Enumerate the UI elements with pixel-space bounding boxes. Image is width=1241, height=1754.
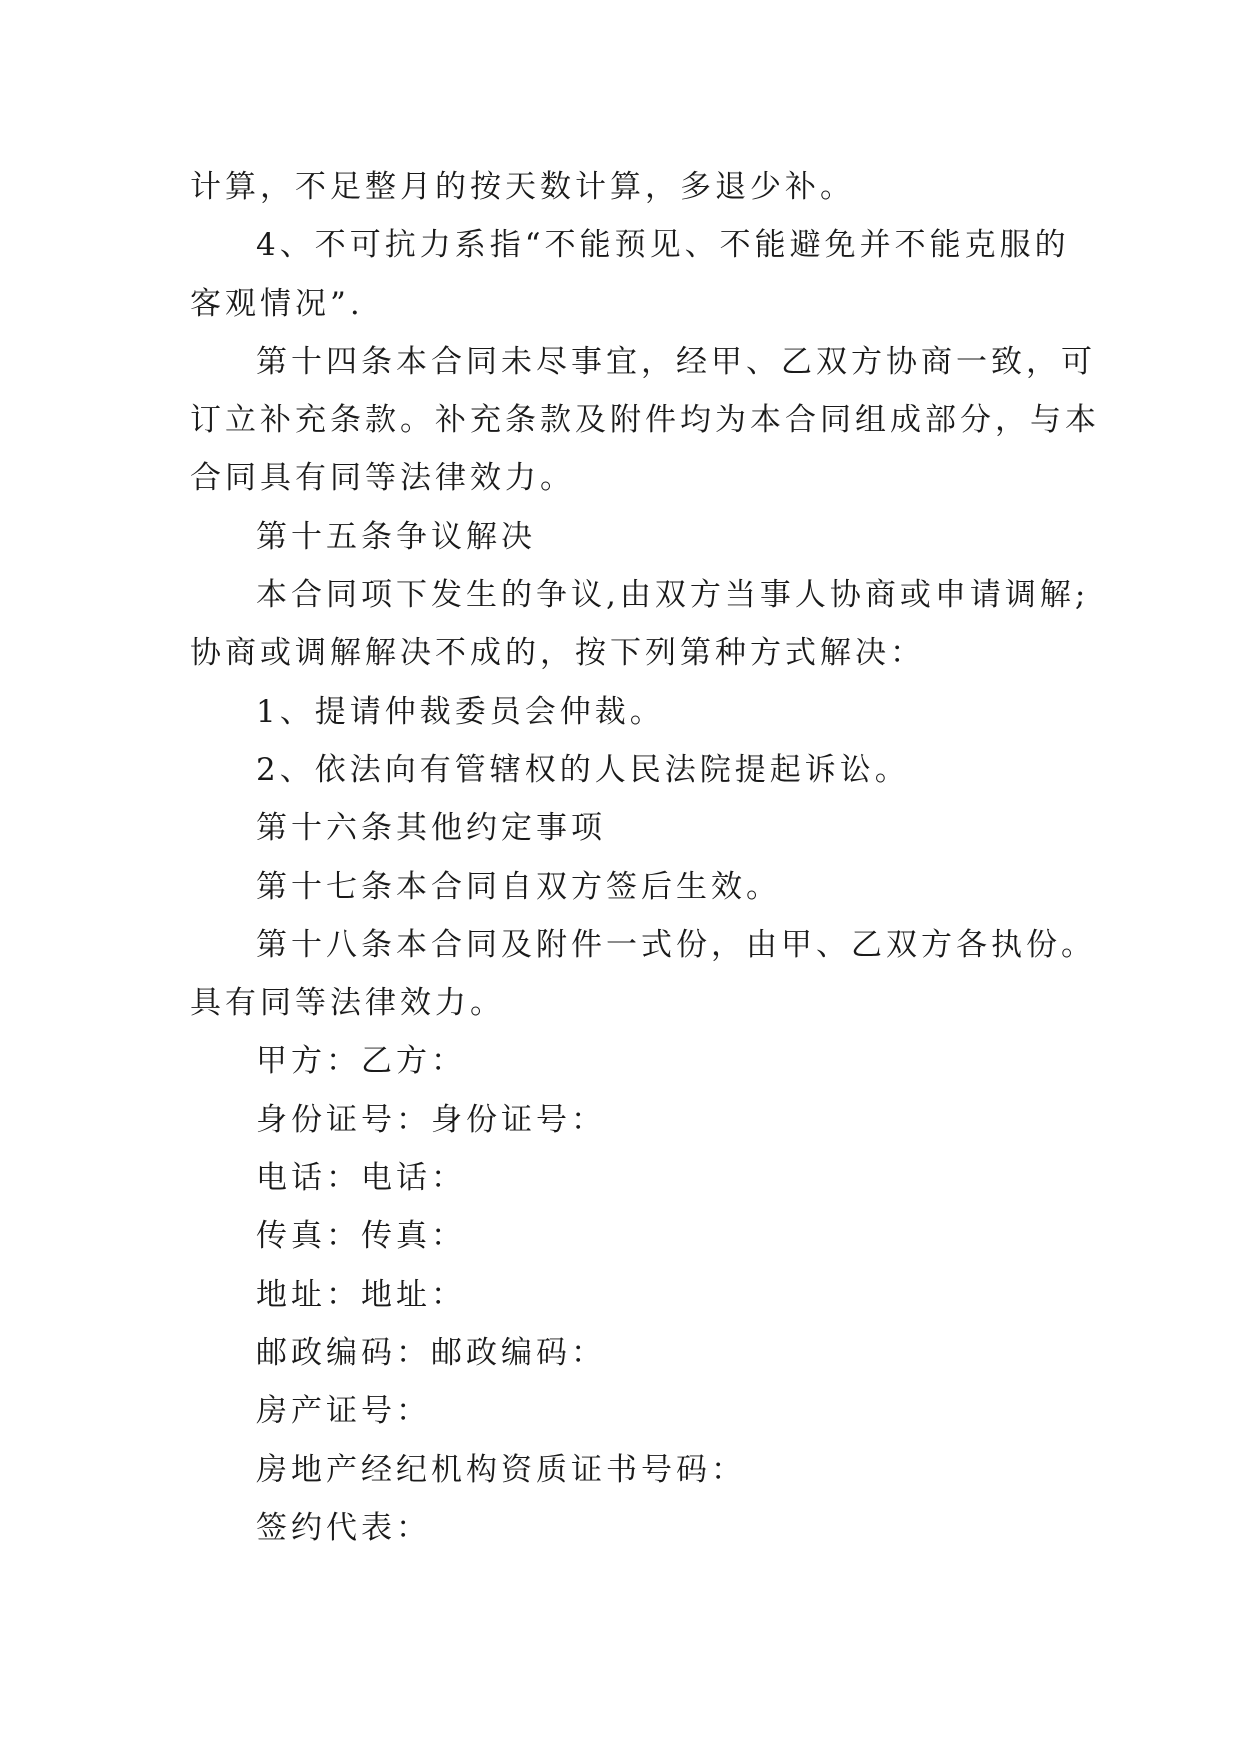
signature-field: 甲方：乙方： xyxy=(256,1043,466,1080)
text-line: 4、不可抗力系指“不能预见、不能避免并不能克服的 xyxy=(256,227,1070,264)
list-item: 2、依法向有管辖权的人民法院提起诉讼。 xyxy=(256,751,910,788)
section-heading: 第十五条争议解决 xyxy=(256,518,536,555)
document-body xyxy=(190,158,1100,1557)
signature-field: 签约代表： xyxy=(256,1509,431,1546)
signature-field: 地址：地址： xyxy=(256,1276,466,1313)
text-line: 第十七条本合同自双方签后生效。 xyxy=(256,868,781,905)
signature-field: 房产证号： xyxy=(256,1393,431,1430)
text-line: 订立补充条款。补充条款及附件均为本合同组成部分，与本 xyxy=(190,402,1100,439)
text-line: 第十八条本合同及附件一式份，由甲、乙双方各执份。 xyxy=(256,926,1096,963)
signature-field: 身份证号：身份证号： xyxy=(256,1101,606,1138)
text-line: 具有同等法律效力。 xyxy=(190,985,505,1022)
section-heading: 第十六条其他约定事项 xyxy=(256,810,606,847)
signature-field: 邮政编码：邮政编码： xyxy=(256,1334,606,1371)
text-line: 客观情况”. xyxy=(190,285,364,322)
text-line: 合同具有同等法律效力。 xyxy=(190,460,575,497)
text-line: 协商或调解解决不成的，按下列第种方式解决： xyxy=(190,635,925,672)
signature-field: 传真：传真： xyxy=(256,1218,466,1255)
signature-field: 电话：电话： xyxy=(256,1160,466,1197)
text-line: 第十四条本合同未尽事宜，经甲、乙双方协商一致，可 xyxy=(256,343,1096,380)
text-line: 计算，不足整月的按天数计算，多退少补。 xyxy=(190,169,855,205)
signature-field: 房地产经纪机构资质证书号码： xyxy=(256,1451,746,1488)
list-item: 1、提请仲裁委员会仲裁。 xyxy=(256,693,665,730)
text-line: 本合同项下发生的争议,由双方当事人协商或申请调解; xyxy=(256,577,1090,614)
